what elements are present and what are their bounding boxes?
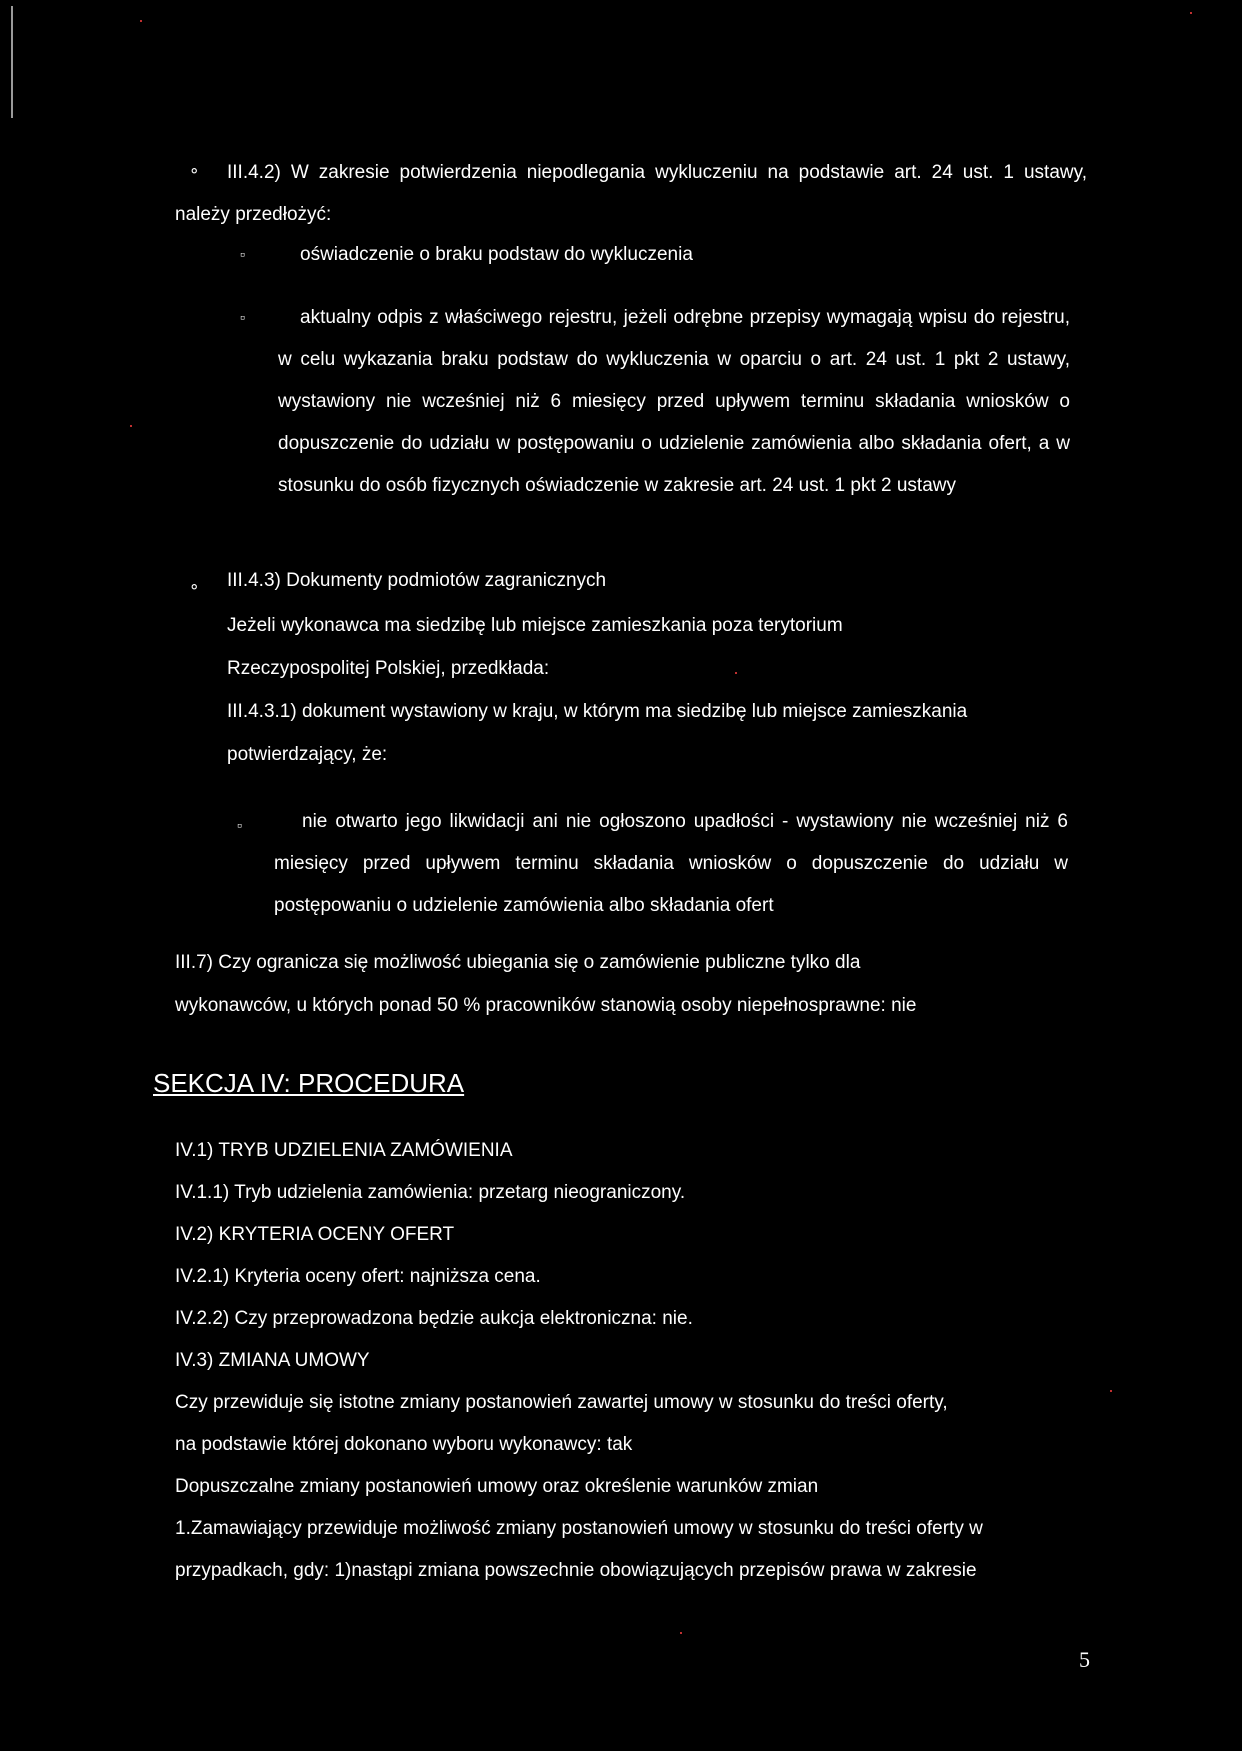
text-line: na podstawie której dokonano wyboru wykonawcy: tak: [175, 1434, 633, 1455]
scan-speck: [1110, 1390, 1112, 1392]
page-number: 5: [1079, 1647, 1090, 1672]
text-line: III.4.3.1) dokument wystawiony w kraju, w którym ma siedzibę lub miejsce zamieszkania: [227, 701, 968, 722]
paragraph-iii-4-2: III.4.2) W zakresie potwierdzenia niepodlegania wykluczeniu na podstawie art. 24 ust. 1 ustawy, należy przedłożyć:: [175, 162, 1087, 225]
text-line: Czy przewiduje się istotne zmiany postanowień zawartej umowy w stosunku do treści oferty,: [175, 1392, 948, 1413]
scan-speck: [140, 20, 142, 22]
text-line: IV.3) ZMIANA UMOWY: [175, 1350, 370, 1371]
item-likwidacja: nie otwarto jego likwidacji ani nie ogłoszono upadłości - wystawiony nie wcześniej niż 6 miesięcy przed upływem terminu składania wniosków o dopuszczenie do udziału w postępowaniu o udzielenie zamówienia albo składania ofert: [274, 811, 1068, 916]
scan-speck: [680, 1632, 682, 1634]
scan-speck: [735, 672, 737, 674]
text-line: Jeżeli wykonawca ma siedzibę lub miejsce zamieszkania poza terytorium: [227, 615, 843, 636]
item-odpis-z-rejestru: aktualny odpis z właściwego rejestru, jeżeli odrębne przepisy wymagają wpisu do rejestru, w celu wykazania braku podstaw do wykluczenia w oparciu o art. 24 ust. 1 pkt 2 ustawy, wystawiony nie wcześniej niż 6 miesięcy przed upływem terminu składania wniosków o dopuszczenie do udziału w postępowaniu o udzielenie zamówienia albo składania ofert, a w stosunku do osób fizycznych oświadczenie w zakresie art. 24 ust. 1 pkt 2 ustawy: [278, 307, 1070, 496]
text-line: Rzeczypospolitej Polskiej, przedkłada:: [227, 658, 550, 679]
text-line: IV.2.2) Czy przeprowadzona będzie aukcja elektroniczna: nie.: [175, 1308, 693, 1329]
text-line: wykonawców, u których ponad 50 % pracowników stanowią osoby niepełnosprawne: nie: [175, 995, 917, 1016]
section-heading: SEKCJA IV: PROCEDURA: [153, 1068, 465, 1098]
item-oswiadczenie: oświadczenie o braku podstaw do wykluczenia: [300, 244, 693, 265]
heading-iii-4-3: III.4.3) Dokumenty podmiotów zagranicznych: [227, 570, 607, 591]
text-line: 1.Zamawiający przewiduje możliwość zmiany postanowień umowy w stosunku do treści oferty w: [175, 1518, 983, 1539]
bullet-square: ▫: [240, 309, 245, 325]
scan-speck: [130, 425, 132, 427]
text-line: Dopuszczalne zmiany postanowień umowy oraz określenie warunków zmian: [175, 1476, 819, 1497]
text-line: IV.1) TRYB UDZIELENIA ZAMÓWIENIA: [175, 1140, 513, 1161]
text-line: III.7) Czy ogranicza się możliwość ubiegania się o zamówienie publiczne tylko dla: [175, 952, 861, 973]
bullet-square: ▫: [237, 817, 242, 833]
bullet-square: ▫: [240, 246, 245, 262]
bullet-circle: ∘: [189, 577, 200, 596]
text-line: IV.2) KRYTERIA OCENY OFERT: [175, 1224, 455, 1245]
scan-edge-line: [11, 6, 13, 118]
text-line: IV.1.1) Tryb udzielenia zamówienia: przetarg nieograniczony.: [175, 1182, 686, 1203]
bullet-circle: ∘: [189, 161, 200, 180]
scan-speck: [1190, 12, 1192, 14]
text-line: potwierdzający, że:: [227, 744, 388, 765]
text-line: IV.2.1) Kryteria oceny ofert: najniższa cena.: [175, 1266, 541, 1287]
text-line: przypadkach, gdy: 1)nastąpi zmiana powszechnie obowiązujących przepisów prawa w zakresie: [175, 1560, 977, 1581]
